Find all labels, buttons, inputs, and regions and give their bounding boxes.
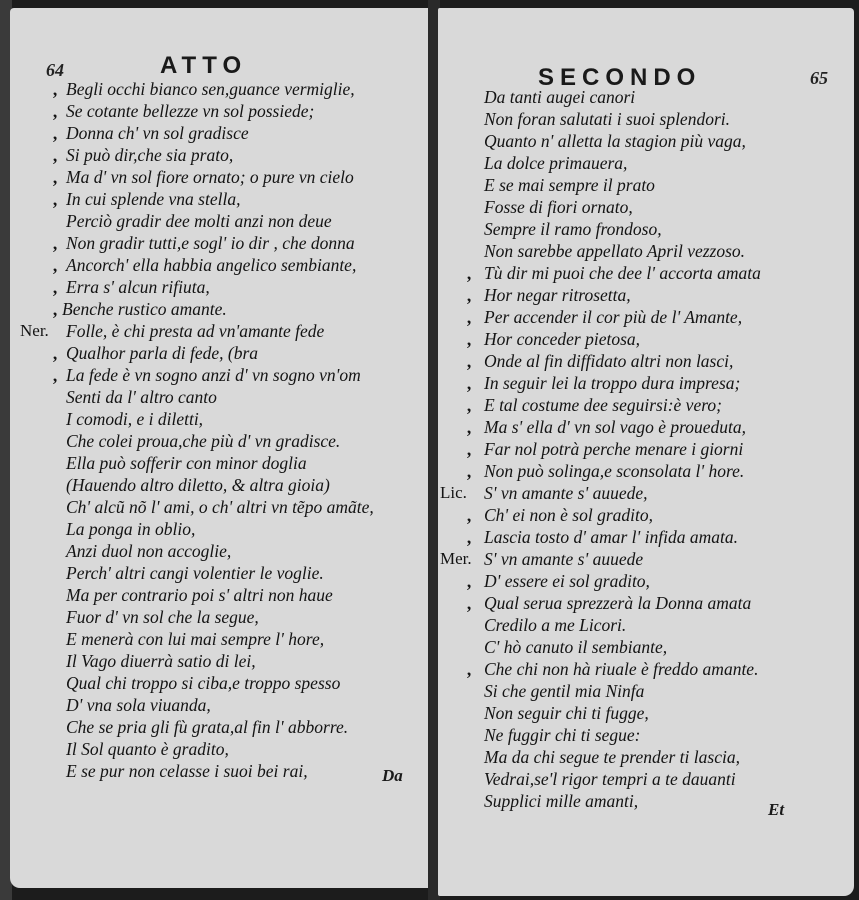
verse-text: Non può solinga,e sconsolata l' hore. <box>484 461 745 481</box>
verse-text: La ponga in oblio, <box>66 519 196 539</box>
quote-marker: , <box>466 285 472 305</box>
verse-line <box>10 408 430 430</box>
verse-text: Che colei proua,che più d' vn gradisce. <box>66 431 341 451</box>
verse-line <box>438 306 854 328</box>
verse-line <box>438 86 854 108</box>
verse-line <box>10 760 430 782</box>
catchword: Et <box>768 800 785 819</box>
verse-line <box>438 636 854 658</box>
verse-line <box>10 650 430 672</box>
verse-line <box>10 276 430 298</box>
verse-line <box>10 210 430 232</box>
quote-marker: , <box>466 461 472 481</box>
verse-text: Non sarebbe appellato April vezzoso. <box>484 241 746 261</box>
verse-text: Per accender il cor più de l' Amante, <box>484 307 743 327</box>
verse-line <box>10 78 430 100</box>
verse-line <box>438 702 854 724</box>
verse-line <box>438 350 854 372</box>
verse-line <box>438 460 854 482</box>
verse-text: Qual serua sprezzerà la Donna amata <box>484 593 752 613</box>
verse-text: E tal costume dee seguirsi:è vero; <box>484 395 722 415</box>
verse-line <box>10 518 430 540</box>
verse-line <box>10 540 430 562</box>
verse-text: Non gradir tutti,e sogl' io dir , che donna <box>66 233 355 253</box>
verse-text: S' vn amante s' auuede <box>484 549 644 569</box>
verse-line <box>10 320 430 342</box>
quote-marker: , <box>466 571 472 591</box>
verse-line <box>10 386 430 408</box>
quote-marker: , <box>52 343 58 363</box>
verse-line <box>438 570 854 592</box>
quote-marker: , <box>52 299 58 319</box>
verse-text: Non seguir chi ti fugge, <box>484 703 649 723</box>
verse-text: Sempre il ramo frondoso, <box>484 219 662 239</box>
verse-text: I comodi, e i diletti, <box>66 409 204 429</box>
verse-line <box>438 416 854 438</box>
speaker-label: Lic. <box>440 483 467 502</box>
verse-line <box>438 196 854 218</box>
verse-text: Ella può sofferir con minor doglia <box>66 453 307 473</box>
speaker-label: Mer. <box>440 549 472 568</box>
verse-line <box>10 606 430 628</box>
verse-text: Qual chi troppo si ciba,e troppo spesso <box>66 673 341 693</box>
verse-line <box>10 364 430 386</box>
verse-line <box>438 724 854 746</box>
quote-marker: , <box>466 527 472 547</box>
verse-line <box>438 526 854 548</box>
verse-line <box>438 108 854 130</box>
verse-text: Credilo a me Licori. <box>484 615 627 635</box>
running-head: ATTO <box>160 52 248 79</box>
verse-text: C' hò canuto il sembiante, <box>484 637 668 657</box>
verse-line <box>10 188 430 210</box>
verse-line <box>10 496 430 518</box>
verse-line <box>10 672 430 694</box>
quote-marker: , <box>466 307 472 327</box>
quote-marker: , <box>466 505 472 525</box>
verse-line <box>438 438 854 460</box>
verse-line <box>10 694 430 716</box>
verse-text: Hor conceder pietosa, <box>484 329 641 349</box>
verse-text: Benche rustico amante. <box>62 299 227 319</box>
verse-text: E se mai sempre il prato <box>484 175 655 195</box>
running-head: SECONDO <box>538 64 702 91</box>
verse-text: (Hauendo altro diletto, & altra gioia) <box>66 475 330 495</box>
speaker-label: Ner. <box>20 321 49 340</box>
quote-marker: , <box>52 233 58 253</box>
verse-line <box>10 474 430 496</box>
verse-text: Perch' altri cangi volentier le voglie. <box>66 563 324 583</box>
verse-text: S' vn amante s' auuede, <box>484 483 648 503</box>
verse-line <box>438 284 854 306</box>
verse-block <box>438 86 854 812</box>
catchword: Da <box>382 766 403 785</box>
verse-line <box>10 144 430 166</box>
verse-text: Anzi duol non accoglie, <box>66 541 232 561</box>
verse-text: Far nol potrà perche menare i giorni <box>484 439 744 459</box>
quote-marker: , <box>52 255 58 275</box>
quote-marker: , <box>466 373 472 393</box>
verse-text: Quanto n' alletta la stagion più vaga, <box>484 131 746 151</box>
verse-line <box>10 716 430 738</box>
verse-text: Ch' ei non è sol gradito, <box>484 505 654 525</box>
verse-line <box>10 738 430 760</box>
verse-text: Fuor d' vn sol che la segue, <box>66 607 259 627</box>
verse-text: Se cotante bellezze vn sol possiede; <box>66 101 315 121</box>
verse-text: Ch' alcũ nõ l' ami, o ch' altri vn tẽpo amãte, <box>66 497 374 517</box>
quote-marker: , <box>466 659 472 679</box>
page-number: 65 <box>810 68 828 88</box>
verse-line <box>438 174 854 196</box>
verse-text: Onde al fin diffidato altri non lasci, <box>484 351 734 371</box>
quote-marker: , <box>466 329 472 349</box>
verse-line <box>10 430 430 452</box>
verse-text: Che se pria gli fù grata,al fin l' abborre. <box>66 717 349 737</box>
quote-marker: , <box>466 351 472 371</box>
verse-line <box>10 342 430 364</box>
verse-block <box>10 78 430 782</box>
verse-line <box>10 584 430 606</box>
quote-marker: , <box>52 167 58 187</box>
verse-text: Qualhor parla di fede, (bra <box>66 343 259 363</box>
verse-text: Perciò gradir dee molti anzi non deue <box>66 211 332 231</box>
quote-marker: , <box>52 145 58 165</box>
quote-marker: , <box>52 277 58 297</box>
verse-line <box>438 548 854 570</box>
verse-text: Ma d' vn sol fiore ornato; o pure vn cielo <box>66 167 354 187</box>
verse-text: D' essere ei sol gradito, <box>484 571 650 591</box>
verse-text: Che chi non hà riuale è freddo amante. <box>484 659 759 679</box>
verse-text: Il Vago diuerrà satio di lei, <box>66 651 256 671</box>
verse-text: Donna ch' vn sol gradisce <box>66 123 249 143</box>
verse-line <box>10 452 430 474</box>
verse-line <box>10 100 430 122</box>
verse-line <box>438 152 854 174</box>
verse-text: Non foran salutati i suoi splendori. <box>484 109 730 129</box>
verse-line <box>10 254 430 276</box>
quote-marker: , <box>466 439 472 459</box>
quote-marker: , <box>52 189 58 209</box>
quote-marker: , <box>52 79 58 99</box>
verse-text: E se pur non celasse i suoi bei rai, <box>66 761 308 781</box>
verse-line <box>438 592 854 614</box>
verse-line <box>10 298 430 320</box>
verse-line <box>438 130 854 152</box>
page-number: 64 <box>46 60 64 80</box>
verse-line <box>438 658 854 680</box>
verse-text: In seguir lei la troppo dura impresa; <box>484 373 741 393</box>
verse-line <box>438 504 854 526</box>
verse-text: Vedrai,se'l rigor tempri a te dauanti <box>484 769 736 789</box>
verse-text: Supplici mille amanti, <box>484 791 639 811</box>
verse-line <box>438 680 854 702</box>
verse-text: D' vna sola viuanda, <box>66 695 211 715</box>
quote-marker: , <box>52 123 58 143</box>
verse-line <box>438 614 854 636</box>
verse-text: Si che gentil mia Ninfa <box>484 681 645 701</box>
quote-marker: , <box>466 593 472 613</box>
verse-line <box>10 562 430 584</box>
verse-line <box>10 122 430 144</box>
quote-marker: , <box>466 263 472 283</box>
quote-marker: , <box>52 101 58 121</box>
verse-text: E menerà con lui mai sempre l' hore, <box>66 629 325 649</box>
verse-text: Ma s' ella d' vn sol vago è proueduta, <box>484 417 747 437</box>
verse-text: Tù dir mi puoi che dee l' accorta amata <box>484 263 761 283</box>
verse-text: In cui splende vna stella, <box>66 189 241 209</box>
right-page <box>438 8 854 896</box>
verse-text: Il Sol quanto è gradito, <box>66 739 229 759</box>
verse-text: La dolce primauera, <box>484 153 628 173</box>
verse-text: Ne fuggir chi ti segue: <box>484 725 641 745</box>
verse-text: Si può dir,che sia prato, <box>66 145 234 165</box>
quote-marker: , <box>52 365 58 385</box>
verse-line <box>438 240 854 262</box>
verse-text: Ancorch' ella habbia angelico sembiante, <box>66 255 357 275</box>
verse-line <box>438 394 854 416</box>
verse-line <box>438 790 854 812</box>
verse-line <box>10 232 430 254</box>
verse-line <box>438 328 854 350</box>
verse-text: La fede è vn sogno anzi d' vn sogno vn'om <box>66 365 361 385</box>
verse-text: Ma per contrario poi s' altri non haue <box>66 585 333 605</box>
verse-line <box>438 746 854 768</box>
verse-line <box>438 372 854 394</box>
verse-line <box>438 218 854 240</box>
verse-line <box>438 768 854 790</box>
verse-text: Lascia tosto d' amar l' infida amata. <box>484 527 738 547</box>
verse-text: Erra s' alcun rifiuta, <box>66 277 210 297</box>
verse-line <box>10 628 430 650</box>
verse-text: Folle, è chi presta ad vn'amante fede <box>66 321 325 341</box>
verse-text: Fosse di fiori ornato, <box>484 197 633 217</box>
quote-marker: , <box>466 417 472 437</box>
verse-line <box>438 262 854 284</box>
left-page <box>10 8 430 888</box>
verse-text: Da tanti augei canori <box>484 87 636 107</box>
verse-text: Senti da l' altro canto <box>66 387 217 407</box>
verse-text: Ma da chi segue te prender ti lascia, <box>484 747 740 767</box>
verse-text: Begli occhi bianco sen,guance vermiglie, <box>66 79 355 99</box>
verse-line <box>10 166 430 188</box>
quote-marker: , <box>466 395 472 415</box>
verse-line <box>438 482 854 504</box>
verse-text: Hor negar ritrosetta, <box>484 285 631 305</box>
